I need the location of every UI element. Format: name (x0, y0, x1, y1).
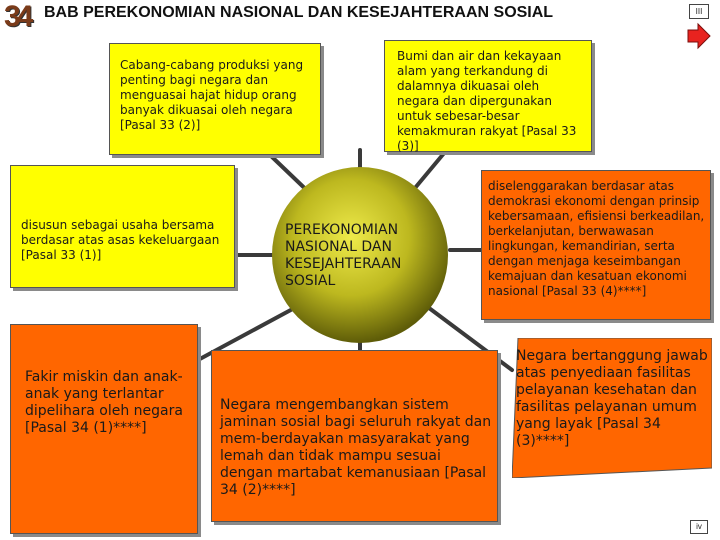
next-slide-button[interactable] (686, 22, 712, 50)
box-pasal-34-3-text: Negara bertanggung jawab atas penyediaan fasilitas pelayanan kesehatan dan fasilitas pelayanan umum yang layak [Pasal 34 (3)****] (516, 348, 708, 449)
right-arrow-icon (686, 22, 712, 50)
page-reference-badge[interactable]: III (689, 4, 709, 19)
box-pasal-33-3: Bumi dan air dan kekayaan alam yang terkandung di dalamnya dikuasai oleh negara dan dipergunakan untuk sebesar-besar kemakmuran rakyat [Pasal 33 (3)] (384, 40, 592, 152)
box-pasal-33-2: Cabang-cabang produksi yang penting bagi negara dan menguasai hajat hidup orang banyak dikuasai oleh negara [Pasal 33 (2)] (109, 43, 321, 155)
page-title: BAB PEREKONOMIAN NASIONAL DAN KESEJAHTERAAN SOSIAL (44, 4, 554, 21)
center-label: PEREKONOMIAN NASIONAL DAN KESEJAHTERAAN SOSIAL (285, 222, 402, 289)
page-number: iv (690, 520, 708, 534)
box-pasal-33-4: diselenggarakan berdasar atas demokrasi ekonomi dengan prinsip kebersamaan, efisiensi berkeadilan, berkelanjutan, berwawasan lingkungan, kemandirian, serta dengan menjaga keseimbangan kemajuan dan kesatuan ekonomi nasional [Pasal 33 (4)****] (481, 170, 711, 320)
chapter-number: 34 (4, 0, 30, 33)
box-pasal-34-2: Negara mengembangkan sistem jaminan sosial bagi seluruh rakyat dan mem-berdayakan masyarakat yang lemah dan tidak mampu sesuai dengan martabat kemanusiaan [Pasal 34 (2)****] (211, 350, 498, 522)
box-pasal-34-1: Fakir miskin dan anak-anak yang terlantar dipelihara oleh negara [Pasal 34 (1)****] (10, 324, 198, 534)
box-pasal-34-3 (512, 338, 712, 478)
box-pasal-33-1: disusun sebagai usaha bersama berdasar atas asas kekeluargaan [Pasal 33 (1)] (10, 165, 235, 288)
